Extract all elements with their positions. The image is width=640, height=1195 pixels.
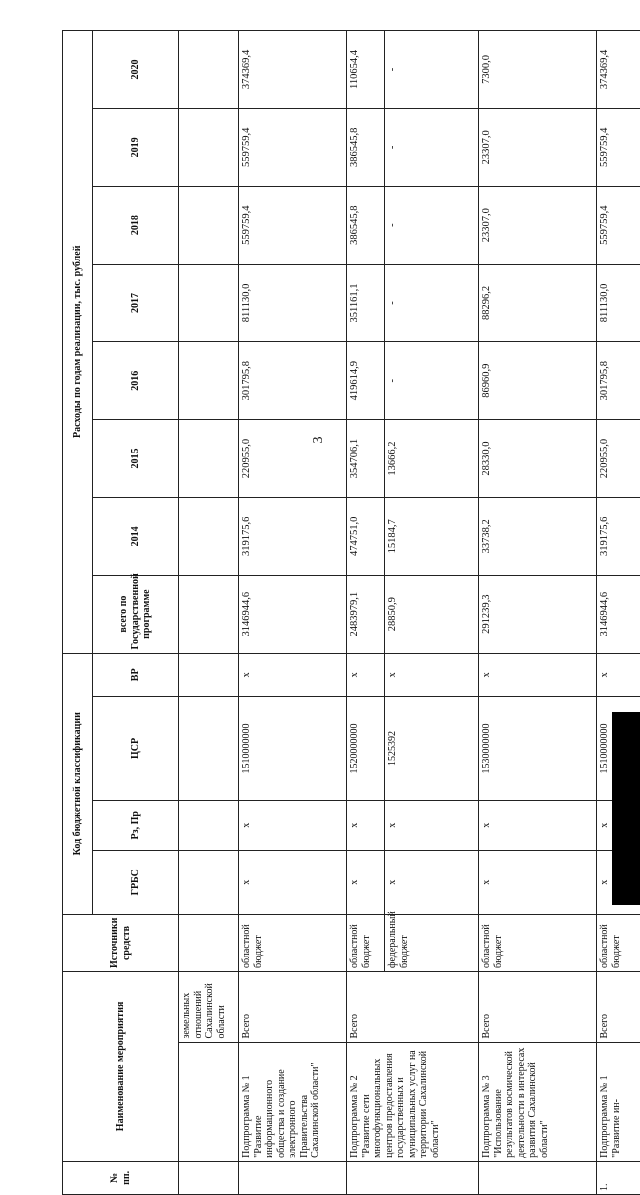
page-number: 3 [312, 433, 336, 447]
cell-rzpr: х [347, 800, 385, 850]
header-year: 2020 [93, 31, 179, 109]
cell-csr [179, 697, 239, 801]
cell-source: федеральный бюджет [385, 914, 479, 971]
cell-source: областной бюджет [239, 914, 347, 971]
cell-value: 110654,4 [347, 31, 385, 109]
cell-value: 419614,9 [347, 342, 385, 420]
cell-source [179, 914, 239, 971]
cell-total: 291239,3 [479, 575, 597, 653]
cell-name-sub: земельных отношений Сахалинской области [179, 972, 239, 1043]
cell-csr: 1510000000 [597, 697, 640, 801]
cell-name: Подпрограмма № 2 "Развитие сети многофункциональных центров предоставления государственных и муниципальных услуг на территории Сахалинской области" [347, 1042, 479, 1161]
cell-value: 559759,4 [239, 108, 347, 186]
cell-rzpr: х [597, 800, 640, 850]
cell-value: 386545,8 [347, 108, 385, 186]
cell-value: 386545,8 [347, 186, 385, 264]
header-year: 2016 [93, 342, 179, 420]
cell-vr [179, 653, 239, 697]
cell-total: 2483979,1 [347, 575, 385, 653]
cell-total: 3146944,6 [597, 575, 640, 653]
table-row [347, 31, 385, 1195]
cell-value: 474751,0 [347, 497, 385, 575]
cell-value: 354706,1 [347, 420, 385, 498]
cell-vr: х [597, 653, 640, 697]
header-grbs: ГРБС [93, 850, 179, 914]
cell-no [179, 1161, 239, 1194]
cell-value: 33738,2 [479, 497, 597, 575]
cell-no [239, 1161, 347, 1194]
cell-value: 220955,0 [597, 420, 640, 498]
cell-no: 1. [597, 1161, 640, 1194]
table-row [179, 31, 239, 1195]
header-year: 2018 [93, 186, 179, 264]
cell-rzpr: х [385, 800, 479, 850]
cell-name-sub: Всего [597, 972, 640, 1043]
cell-value [179, 31, 239, 109]
cell-rzpr: х [239, 800, 347, 850]
cell-total: 3146944,6 [239, 575, 347, 653]
cell-vr: х [347, 653, 385, 697]
cell-value: 351161,1 [347, 264, 385, 342]
cell-value: 13666,2 [385, 420, 479, 498]
header-source: Источники средств [63, 914, 179, 971]
cell-value: - [385, 264, 479, 342]
cell-value [179, 497, 239, 575]
cell-total [179, 575, 239, 653]
cell-value: 7300,0 [479, 31, 597, 109]
cell-vr: х [479, 653, 597, 697]
cell-no [347, 1161, 479, 1194]
cell-grbs: х [385, 850, 479, 914]
cell-name-sub: Всего [239, 972, 347, 1043]
cell-name: Подпрограмма № 1 "Развитие ин- [597, 1042, 640, 1161]
header-year: 2014 [93, 497, 179, 575]
header-year: 2017 [93, 264, 179, 342]
header-year: 2015 [93, 420, 179, 498]
cell-csr: 1530000000 [479, 697, 597, 801]
cell-value: 319175,6 [597, 497, 640, 575]
cell-value: 15184,7 [385, 497, 479, 575]
header-no: № пп. [63, 1161, 179, 1194]
cell-csr: 1510000000 [239, 697, 347, 801]
budget-table [62, 30, 640, 1195]
cell-value: 301795,8 [597, 342, 640, 420]
cell-name: Подпрограмма № 1 "Развитие информационного общества и создание электронного Правительства Сахалинской области" [239, 1042, 347, 1161]
cell-value: - [385, 342, 479, 420]
cell-name-sub: Всего [347, 972, 479, 1043]
cell-value: - [385, 31, 479, 109]
cell-name [179, 1042, 239, 1161]
cell-value: 301795,8 [239, 342, 347, 420]
cell-grbs: х [239, 850, 347, 914]
cell-value [179, 186, 239, 264]
cell-value: 86960,9 [479, 342, 597, 420]
cell-value: - [385, 186, 479, 264]
header-expenses: Расходы по годам реализации, тыс. рублей [63, 31, 93, 654]
cell-vr: х [385, 653, 479, 697]
cell-value: 374369,4 [239, 31, 347, 109]
cell-grbs: х [479, 850, 597, 914]
header-vr: ВР [93, 653, 179, 697]
table-row [597, 31, 640, 1195]
cell-no [479, 1161, 597, 1194]
cell-source: областной бюджет [347, 914, 385, 971]
cell-value [179, 108, 239, 186]
cell-source: областной бюджет [479, 914, 597, 971]
cell-value: 374369,4 [597, 31, 640, 109]
header-name: Наименование мероприятия [63, 972, 179, 1162]
cell-csr: 1520000000 [347, 697, 385, 801]
scan-edge-bar [612, 712, 640, 905]
cell-name: Подпрограмма № 3 "Использование результатов космической деятельности в интересах развития Сахалинской области" [479, 1042, 597, 1161]
cell-value: - [385, 108, 479, 186]
cell-value: 88296,2 [479, 264, 597, 342]
cell-rzpr: х [479, 800, 597, 850]
cell-value: 559759,4 [239, 186, 347, 264]
table-row [479, 31, 597, 1195]
cell-vr: х [239, 653, 347, 697]
cell-total: 28850,9 [385, 575, 479, 653]
cell-value: 319175,6 [239, 497, 347, 575]
cell-value [179, 342, 239, 420]
cell-grbs: х [347, 850, 385, 914]
cell-value: 220955,0 [239, 420, 347, 498]
header-year: 2019 [93, 108, 179, 186]
header-rzpr: Рз, Пр [93, 800, 179, 850]
header-csr: ЦСР [93, 697, 179, 801]
table-row [239, 31, 347, 1195]
cell-value: 811130,0 [239, 264, 347, 342]
cell-name-sub: Всего [479, 972, 597, 1043]
cell-grbs: х [597, 850, 640, 914]
cell-value: 23307,0 [479, 108, 597, 186]
cell-value: 28330,0 [479, 420, 597, 498]
budget-table-rotated [62, 30, 614, 1195]
cell-value: 23307,0 [479, 186, 597, 264]
cell-rzpr [179, 800, 239, 850]
cell-source: областной бюджет [597, 914, 640, 971]
header-total: всего по Государственной программе [93, 575, 179, 653]
header-budget-code: Код бюджетной классификации [63, 653, 93, 914]
cell-value [179, 420, 239, 498]
cell-value: 559759,4 [597, 108, 640, 186]
cell-value: 811130,0 [597, 264, 640, 342]
cell-value: 559759,4 [597, 186, 640, 264]
cell-csr: 1525392 [385, 697, 479, 801]
cell-value [179, 264, 239, 342]
